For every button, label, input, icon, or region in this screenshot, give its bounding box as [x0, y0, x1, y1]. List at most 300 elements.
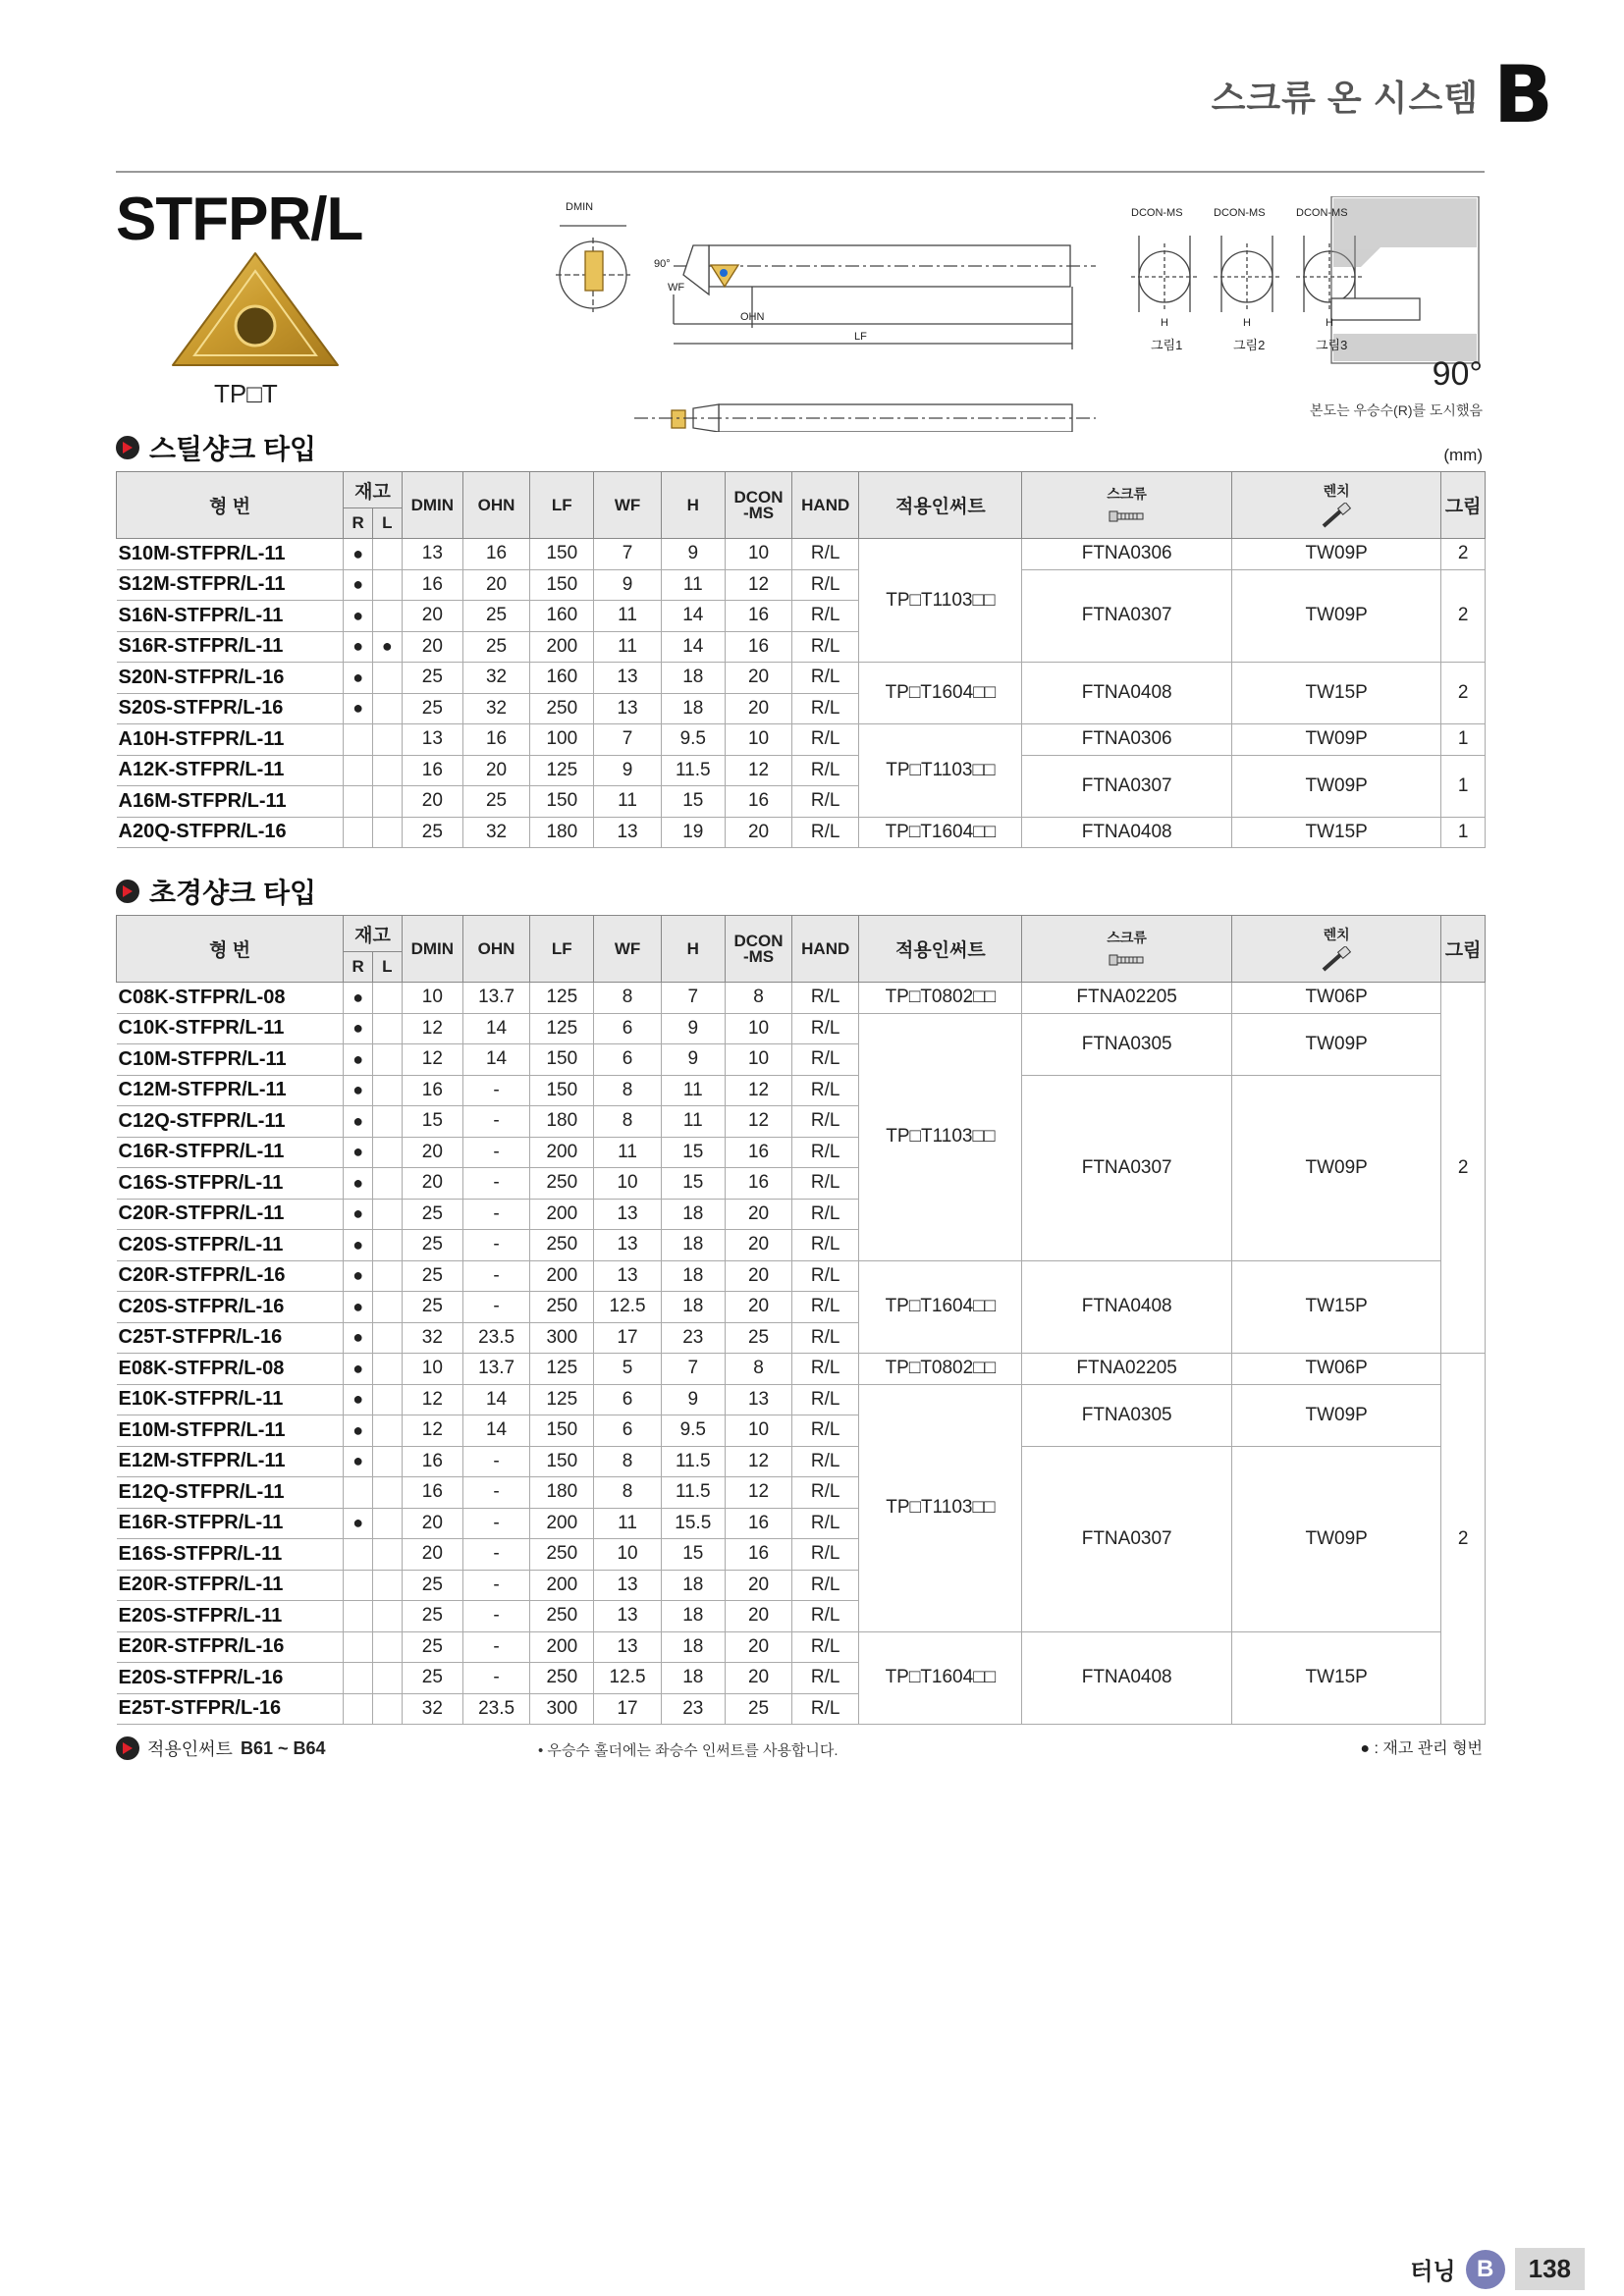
- cell-h: 11: [661, 569, 725, 601]
- section-title-steel: [116, 428, 316, 467]
- part-number: E16S-STFPR/L-11: [117, 1539, 344, 1571]
- stock-r: ●: [344, 693, 373, 724]
- cell-ohn: 14: [462, 1415, 529, 1447]
- cell-wf: 7: [594, 724, 661, 756]
- tool-dimension-drawing: [546, 196, 1489, 432]
- cell-lf: 250: [530, 693, 594, 724]
- cell-hand: R/L: [792, 1663, 859, 1694]
- stock-r: [344, 755, 373, 786]
- cell-lf: 150: [530, 1446, 594, 1477]
- col-lf: LF: [530, 472, 594, 539]
- stock-l: [372, 1570, 402, 1601]
- cell-dmin: 25: [402, 817, 462, 848]
- cell-ohn: 13.7: [462, 983, 529, 1014]
- cell-ohn: -: [462, 1199, 529, 1230]
- part-number: C10K-STFPR/L-11: [117, 1013, 344, 1044]
- cell-ohn: 16: [462, 724, 529, 756]
- col-insert: 적용인써트: [859, 916, 1022, 983]
- cell-lf: 160: [530, 601, 594, 632]
- part-number: S12M-STFPR/L-11: [117, 569, 344, 601]
- screw-code: FTNA0307: [1022, 1446, 1232, 1631]
- cell-dmin: 25: [402, 1230, 462, 1261]
- svg-text:H: H: [1161, 317, 1168, 329]
- cell-h: 9.5: [661, 1415, 725, 1447]
- cell-lf: 200: [530, 631, 594, 663]
- cell-dmin: 20: [402, 601, 462, 632]
- cell-dcon: 25: [725, 1693, 791, 1725]
- wrench-code: TW15P: [1231, 663, 1441, 724]
- cell-h: 18: [661, 1570, 725, 1601]
- cell-lf: 200: [530, 1570, 594, 1601]
- cell-ohn: -: [462, 1601, 529, 1632]
- cell-hand: R/L: [792, 1260, 859, 1292]
- cell-lf: 300: [530, 1322, 594, 1354]
- table-row: [117, 1446, 1486, 1477]
- cell-hand: R/L: [792, 1415, 859, 1447]
- wrench-icon: [1320, 946, 1353, 974]
- col-screw: [1022, 472, 1232, 539]
- cell-h: 15.5: [661, 1508, 725, 1539]
- table-row: [117, 817, 1486, 848]
- part-number: C10M-STFPR/L-11: [117, 1044, 344, 1076]
- cell-ohn: -: [462, 1663, 529, 1694]
- cell-dmin: 20: [402, 1539, 462, 1571]
- col-fig: 그림: [1441, 472, 1486, 539]
- cell-hand: R/L: [792, 693, 859, 724]
- stock-r: ●: [344, 983, 373, 1014]
- table-row: [117, 1384, 1486, 1415]
- insert-code: TP□T0802□□: [859, 983, 1022, 1014]
- cell-lf: 250: [530, 1539, 594, 1571]
- cell-h: 11.5: [661, 1477, 725, 1509]
- svg-text:H: H: [1243, 317, 1251, 329]
- cell-ohn: -: [462, 1508, 529, 1539]
- stock-l: [372, 1260, 402, 1292]
- stock-r: ●: [344, 569, 373, 601]
- cell-hand: R/L: [792, 1693, 859, 1725]
- cell-dcon: 10: [725, 1013, 791, 1044]
- chapter-title: 스크류 온 시스템: [1211, 78, 1479, 118]
- cell-ohn: -: [462, 1446, 529, 1477]
- cell-wf: 5: [594, 1354, 661, 1385]
- cell-hand: R/L: [792, 1631, 859, 1663]
- cell-ohn: -: [462, 1260, 529, 1292]
- cell-lf: 150: [530, 1075, 594, 1106]
- cell-wf: 13: [594, 693, 661, 724]
- stock-l: [372, 755, 402, 786]
- cell-dmin: 25: [402, 1570, 462, 1601]
- svg-text:그림2: 그림2: [1233, 338, 1266, 352]
- cell-wf: 8: [594, 1477, 661, 1509]
- wrench-code: TW09P: [1231, 1075, 1441, 1260]
- cell-lf: 200: [530, 1199, 594, 1230]
- cell-wf: 13: [594, 1570, 661, 1601]
- screw-icon: [1108, 506, 1147, 527]
- cell-ohn: -: [462, 1168, 529, 1200]
- cell-dmin: 25: [402, 1601, 462, 1632]
- cell-hand: R/L: [792, 1013, 859, 1044]
- figure-ref: 2: [1441, 539, 1486, 570]
- screw-code: FTNA0408: [1022, 817, 1232, 848]
- cell-dcon: 20: [725, 1199, 791, 1230]
- table-row: [117, 569, 1486, 601]
- reference-label: 적용인써트: [147, 1739, 233, 1759]
- table-row: [117, 663, 1486, 694]
- col-stock-r: R: [344, 508, 373, 539]
- cell-hand: R/L: [792, 1601, 859, 1632]
- part-number: A12K-STFPR/L-11: [117, 755, 344, 786]
- col-dcon: DCON -MS: [725, 472, 791, 539]
- screw-code: FTNA0307: [1022, 569, 1232, 663]
- stock-r: ●: [344, 1168, 373, 1200]
- cell-lf: 250: [530, 1663, 594, 1694]
- cell-dmin: 16: [402, 569, 462, 601]
- cell-dcon: 10: [725, 1415, 791, 1447]
- screw-code: FTNA0305: [1022, 1013, 1232, 1075]
- cell-wf: 6: [594, 1384, 661, 1415]
- cell-hand: R/L: [792, 1230, 859, 1261]
- cell-dcon: 8: [725, 983, 791, 1014]
- cell-ohn: 25: [462, 631, 529, 663]
- cell-dmin: 25: [402, 1260, 462, 1292]
- cell-lf: 250: [530, 1168, 594, 1200]
- cell-h: 18: [661, 1199, 725, 1230]
- cell-hand: R/L: [792, 1354, 859, 1385]
- cell-dmin: 25: [402, 1631, 462, 1663]
- cell-wf: 10: [594, 1539, 661, 1571]
- screw-icon: [1108, 949, 1147, 971]
- col-dmin: DMIN: [402, 472, 462, 539]
- col-wf: WF: [594, 916, 661, 983]
- approach-angle: 90°: [1432, 355, 1483, 393]
- wrench-code: TW06P: [1231, 1354, 1441, 1385]
- cell-lf: 100: [530, 724, 594, 756]
- part-number: E08K-STFPR/L-08: [117, 1354, 344, 1385]
- cell-dcon: 20: [725, 1631, 791, 1663]
- cell-lf: 200: [530, 1508, 594, 1539]
- stock-r: ●: [344, 1446, 373, 1477]
- cell-lf: 125: [530, 755, 594, 786]
- stock-l: [372, 1446, 402, 1477]
- figure-ref: 1: [1441, 817, 1486, 848]
- cell-dcon: 12: [725, 1106, 791, 1138]
- col-hand: HAND: [792, 916, 859, 983]
- part-number: C20S-STFPR/L-16: [117, 1292, 344, 1323]
- part-number: C16R-STFPR/L-11: [117, 1137, 344, 1168]
- col-ohn: OHN: [462, 916, 529, 983]
- cell-dmin: 32: [402, 1693, 462, 1725]
- cell-h: 11: [661, 1106, 725, 1138]
- reference-pages: B61 ~ B64: [240, 1737, 326, 1758]
- cell-wf: 9: [594, 569, 661, 601]
- table-row: [117, 539, 1486, 570]
- insert-reference: [116, 1735, 326, 1761]
- screw-code: FTNA02205: [1022, 1354, 1232, 1385]
- cell-lf: 200: [530, 1260, 594, 1292]
- insert-code: TP□T1604□□: [859, 1260, 1022, 1354]
- stock-r: ●: [344, 631, 373, 663]
- svg-text:LF: LF: [854, 331, 867, 343]
- cell-dcon: 20: [725, 663, 791, 694]
- stock-l: [372, 1075, 402, 1106]
- stock-legend: ● : 재고 관리 형번: [1360, 1740, 1483, 1757]
- stock-l: [372, 1415, 402, 1447]
- cell-hand: R/L: [792, 601, 859, 632]
- cell-dmin: 25: [402, 1292, 462, 1323]
- screw-code: FTNA0306: [1022, 539, 1232, 570]
- figure-ref: 2: [1441, 983, 1486, 1354]
- stock-r: ●: [344, 663, 373, 694]
- cell-wf: 11: [594, 631, 661, 663]
- figure-ref: 2: [1441, 569, 1486, 663]
- cell-dmin: 12: [402, 1384, 462, 1415]
- wrench-icon: [1320, 503, 1353, 530]
- cell-lf: 125: [530, 983, 594, 1014]
- col-screw-label: 스크류: [1107, 485, 1147, 502]
- part-number: S20N-STFPR/L-16: [117, 663, 344, 694]
- cell-ohn: 25: [462, 601, 529, 632]
- cell-dmin: 20: [402, 631, 462, 663]
- cell-dcon: 20: [725, 1663, 791, 1694]
- cell-h: 9.5: [661, 724, 725, 756]
- cell-dmin: 12: [402, 1415, 462, 1447]
- stock-l: [372, 1384, 402, 1415]
- part-number: S16R-STFPR/L-11: [117, 631, 344, 663]
- cell-lf: 125: [530, 1354, 594, 1385]
- cell-h: 23: [661, 1693, 725, 1725]
- stock-r: ●: [344, 1354, 373, 1385]
- cell-hand: R/L: [792, 724, 859, 756]
- cell-lf: 250: [530, 1292, 594, 1323]
- insert-code: TP□T1103□□: [859, 539, 1022, 663]
- part-number: C12Q-STFPR/L-11: [117, 1106, 344, 1138]
- stock-l: [372, 1508, 402, 1539]
- stock-l: [372, 724, 402, 756]
- cell-h: 9: [661, 539, 725, 570]
- figure-ref: 1: [1441, 755, 1486, 817]
- cell-dmin: 20: [402, 1168, 462, 1200]
- cell-dcon: 12: [725, 569, 791, 601]
- cell-hand: R/L: [792, 631, 859, 663]
- cell-dmin: 13: [402, 539, 462, 570]
- col-insert: 적용인써트: [859, 472, 1022, 539]
- stock-l: [372, 1601, 402, 1632]
- cell-wf: 8: [594, 983, 661, 1014]
- cell-dmin: 25: [402, 663, 462, 694]
- cell-dcon: 20: [725, 1601, 791, 1632]
- cell-wf: 11: [594, 601, 661, 632]
- stock-l: [372, 1137, 402, 1168]
- cell-dcon: 16: [725, 1137, 791, 1168]
- wrench-code: TW09P: [1231, 724, 1441, 756]
- cell-dmin: 10: [402, 983, 462, 1014]
- wrench-code: TW09P: [1231, 1446, 1441, 1631]
- cell-dmin: 10: [402, 1354, 462, 1385]
- stock-l: ●: [372, 631, 402, 663]
- part-number: A10H-STFPR/L-11: [117, 724, 344, 756]
- cell-dcon: 16: [725, 786, 791, 818]
- cell-hand: R/L: [792, 817, 859, 848]
- wrench-code: TW15P: [1231, 1260, 1441, 1354]
- part-number: E12Q-STFPR/L-11: [117, 1477, 344, 1509]
- cell-dcon: 8: [725, 1354, 791, 1385]
- cell-dcon: 20: [725, 1292, 791, 1323]
- insert-code: TP□T1604□□: [859, 817, 1022, 848]
- table-row: [117, 755, 1486, 786]
- wrench-code: TW06P: [1231, 983, 1441, 1014]
- cell-hand: R/L: [792, 1292, 859, 1323]
- cell-ohn: 32: [462, 693, 529, 724]
- figure-ref: 2: [1441, 1354, 1486, 1725]
- cell-ohn: -: [462, 1137, 529, 1168]
- cell-h: 7: [661, 1354, 725, 1385]
- cell-hand: R/L: [792, 1106, 859, 1138]
- screw-code: FTNA0307: [1022, 755, 1232, 817]
- cell-ohn: 13.7: [462, 1354, 529, 1385]
- stock-l: [372, 1106, 402, 1138]
- cell-dcon: 20: [725, 1230, 791, 1261]
- cell-dmin: 13: [402, 724, 462, 756]
- wrench-code: TW09P: [1231, 1384, 1441, 1446]
- stock-l: [372, 1168, 402, 1200]
- wrench-code: TW09P: [1231, 755, 1441, 817]
- cell-h: 14: [661, 601, 725, 632]
- label-dmin: DMIN: [566, 201, 594, 213]
- svg-text:DCON-MS: DCON-MS: [1131, 207, 1183, 219]
- cell-wf: 8: [594, 1075, 661, 1106]
- cell-hand: R/L: [792, 1199, 859, 1230]
- cell-dcon: 12: [725, 1477, 791, 1509]
- cell-hand: R/L: [792, 755, 859, 786]
- cell-ohn: -: [462, 1477, 529, 1509]
- col-stock-l: L: [372, 952, 402, 983]
- page-section: 터닝: [1410, 2259, 1456, 2285]
- svg-text:DCON-MS: DCON-MS: [1296, 207, 1348, 219]
- stock-r: [344, 1631, 373, 1663]
- col-part: 형 번: [117, 472, 344, 539]
- col-h: H: [661, 472, 725, 539]
- part-number: E20R-STFPR/L-16: [117, 1631, 344, 1663]
- col-dcon: DCON -MS: [725, 916, 791, 983]
- wrench-code: TW09P: [1231, 1013, 1441, 1075]
- part-number: C08K-STFPR/L-08: [117, 983, 344, 1014]
- cell-h: 15: [661, 1137, 725, 1168]
- part-number: E16R-STFPR/L-11: [117, 1508, 344, 1539]
- cell-h: 14: [661, 631, 725, 663]
- screw-code: FTNA0305: [1022, 1384, 1232, 1446]
- cell-h: 15: [661, 786, 725, 818]
- col-stock-l: L: [372, 508, 402, 539]
- col-lf: LF: [530, 916, 594, 983]
- stock-l: [372, 817, 402, 848]
- cell-hand: R/L: [792, 1446, 859, 1477]
- col-stock: 재고: [344, 472, 402, 508]
- cell-lf: 150: [530, 539, 594, 570]
- stock-r: [344, 1570, 373, 1601]
- stock-r: [344, 1539, 373, 1571]
- reference-bullet-icon: [116, 1736, 139, 1760]
- cell-h: 11.5: [661, 755, 725, 786]
- cell-wf: 11: [594, 786, 661, 818]
- col-wrench-label: 렌치: [1323, 926, 1350, 942]
- cell-ohn: 23.5: [462, 1322, 529, 1354]
- cell-ohn: 16: [462, 539, 529, 570]
- cell-dcon: 20: [725, 1570, 791, 1601]
- col-screw: [1022, 916, 1232, 983]
- cell-wf: 13: [594, 663, 661, 694]
- insert-code: TP□T1103□□: [859, 724, 1022, 818]
- cell-dmin: 15: [402, 1106, 462, 1138]
- part-number: E20R-STFPR/L-11: [117, 1570, 344, 1601]
- cell-hand: R/L: [792, 663, 859, 694]
- svg-text:DCON-MS: DCON-MS: [1214, 207, 1266, 219]
- stock-r: ●: [344, 1415, 373, 1447]
- cell-ohn: -: [462, 1539, 529, 1571]
- cell-h: 7: [661, 983, 725, 1014]
- cell-dcon: 20: [725, 1260, 791, 1292]
- cell-hand: R/L: [792, 1137, 859, 1168]
- cell-hand: R/L: [792, 1384, 859, 1415]
- part-number: S20S-STFPR/L-16: [117, 693, 344, 724]
- col-ohn: OHN: [462, 472, 529, 539]
- cell-dmin: 25: [402, 1663, 462, 1694]
- cell-dcon: 12: [725, 1446, 791, 1477]
- cell-h: 18: [661, 1663, 725, 1694]
- cell-h: 18: [661, 693, 725, 724]
- stock-r: ●: [344, 1075, 373, 1106]
- unit-label: (mm): [1443, 446, 1483, 464]
- cell-dcon: 10: [725, 539, 791, 570]
- wrench-code: TW15P: [1231, 817, 1441, 848]
- stock-l: [372, 1663, 402, 1694]
- cell-wf: 12.5: [594, 1292, 661, 1323]
- svg-text:그림1: 그림1: [1151, 338, 1183, 352]
- stock-l: [372, 1230, 402, 1261]
- svg-text:H: H: [1326, 317, 1333, 329]
- cell-h: 18: [661, 1601, 725, 1632]
- cell-hand: R/L: [792, 786, 859, 818]
- part-number: S10M-STFPR/L-11: [117, 539, 344, 570]
- cell-lf: 150: [530, 1044, 594, 1076]
- screw-code: FTNA0307: [1022, 1075, 1232, 1260]
- cell-lf: 300: [530, 1693, 594, 1725]
- cell-h: 9: [661, 1384, 725, 1415]
- page-number: 138: [1515, 2248, 1585, 2290]
- table-row: [117, 724, 1486, 756]
- insert-code: TP□T1604□□: [859, 1631, 1022, 1725]
- cell-dcon: 16: [725, 1539, 791, 1571]
- cell-dmin: 16: [402, 1075, 462, 1106]
- col-wrench: [1231, 472, 1441, 539]
- stock-r: ●: [344, 1508, 373, 1539]
- stock-l: [372, 569, 402, 601]
- stock-r: [344, 724, 373, 756]
- cell-ohn: 14: [462, 1384, 529, 1415]
- cell-ohn: 20: [462, 569, 529, 601]
- cell-wf: 7: [594, 539, 661, 570]
- part-number: C25T-STFPR/L-16: [117, 1322, 344, 1354]
- cell-lf: 180: [530, 817, 594, 848]
- stock-r: ●: [344, 1044, 373, 1076]
- part-number: E12M-STFPR/L-11: [117, 1446, 344, 1477]
- cell-wf: 8: [594, 1446, 661, 1477]
- cell-h: 18: [661, 1260, 725, 1292]
- insert-label: TP□T: [214, 379, 278, 408]
- cell-lf: 125: [530, 1384, 594, 1415]
- cell-dcon: 16: [725, 1508, 791, 1539]
- page-chapter-badge: B: [1466, 2250, 1505, 2289]
- figure-ref: 2: [1441, 663, 1486, 724]
